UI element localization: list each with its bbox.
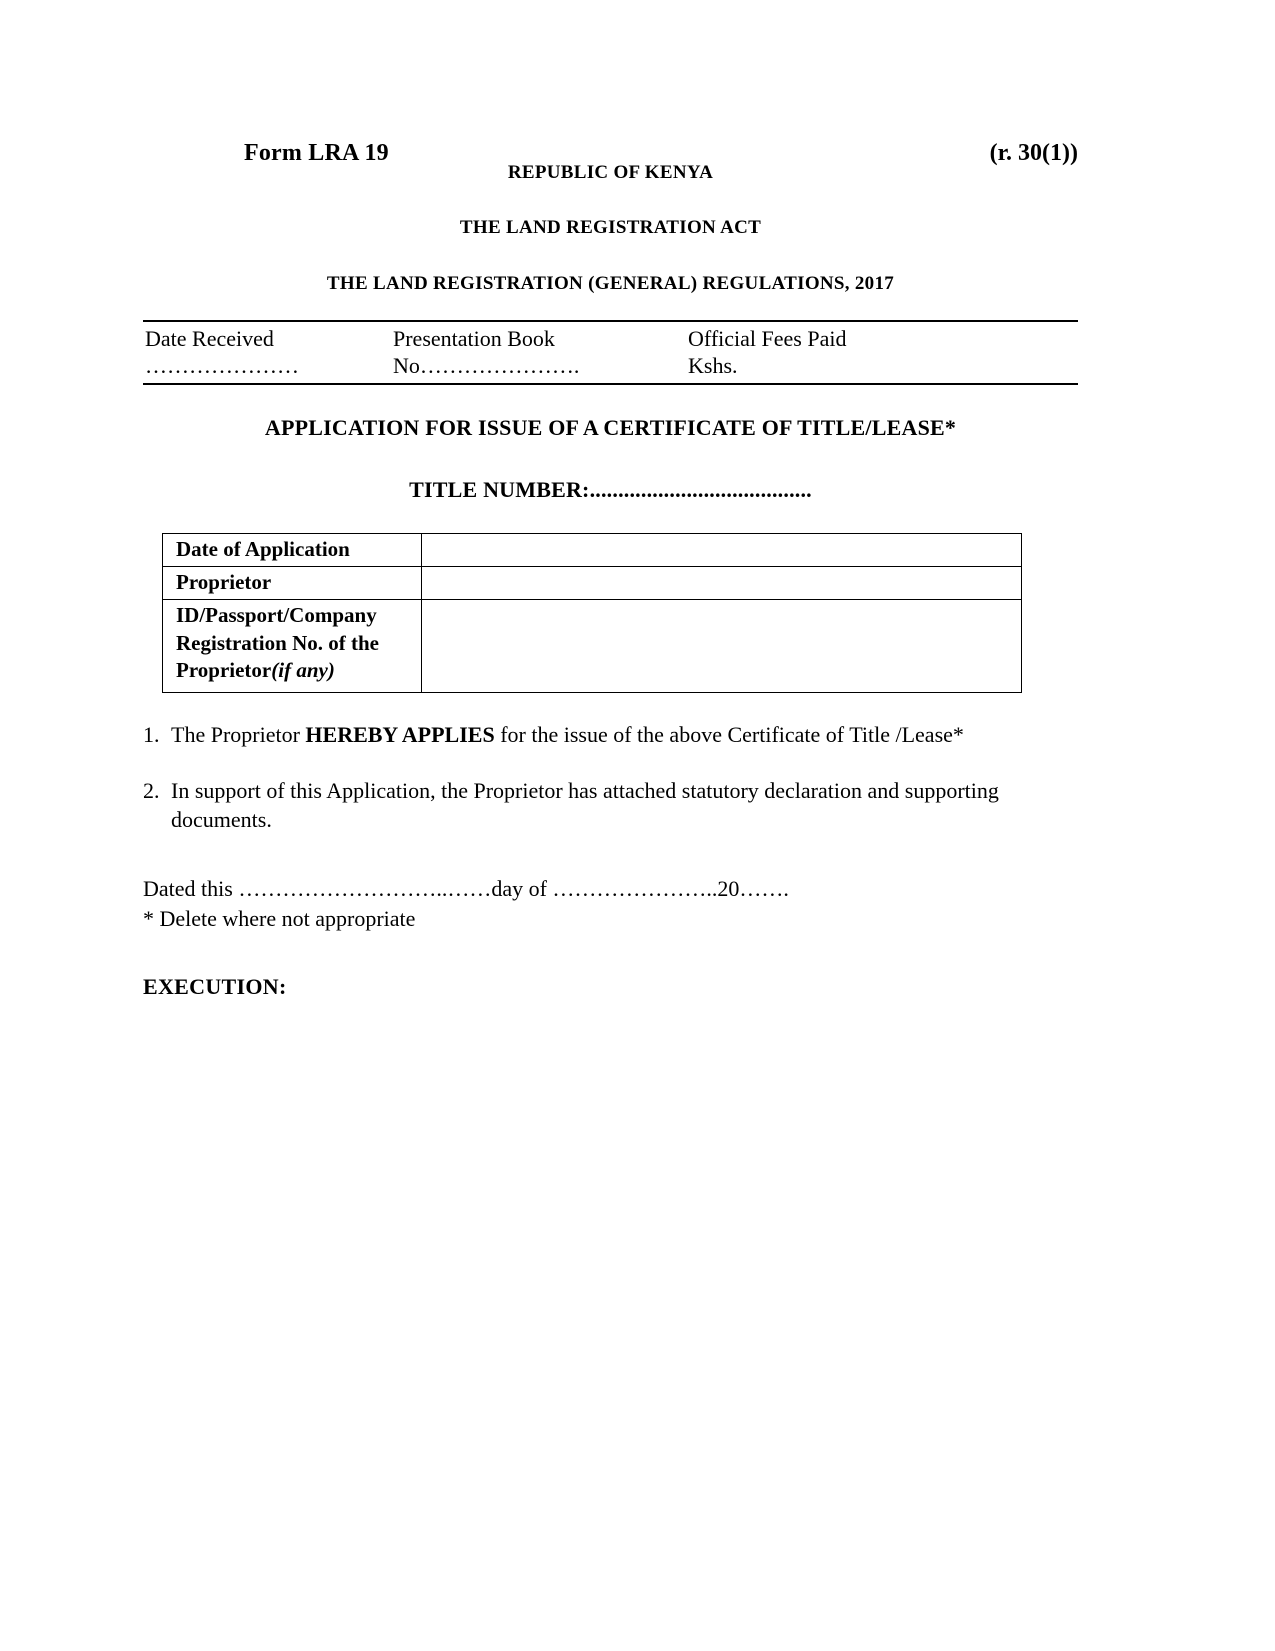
clause-1-text-before: The Proprietor: [171, 721, 306, 747]
clause-1-text-bold: HEREBY APPLIES: [305, 721, 495, 747]
date-received-label: Date Received: [145, 325, 274, 351]
document-header: [143, 0, 1078, 166]
title-number-label: TITLE NUMBER:: [409, 477, 590, 503]
date-of-application-input[interactable]: [422, 534, 1022, 567]
date-received-field[interactable]: …………………: [145, 352, 299, 378]
id-passport-company-label: [163, 599, 422, 692]
document-content: [143, 0, 1078, 1000]
clause-1-number: 1.: [143, 721, 160, 747]
application-title: APPLICATION FOR ISSUE OF A CERTIFICATE OF TITLE/LEASE*: [264, 415, 957, 441]
clause-2-text: [171, 777, 1078, 834]
presentation-book-label: Presentation Book: [393, 325, 555, 351]
delete-note: * Delete where not appropriate: [143, 906, 416, 932]
proprietor-input[interactable]: [422, 567, 1022, 600]
id-passport-company-input[interactable]: [422, 599, 1022, 692]
official-fees-label: Official Fees Paid: [688, 325, 847, 351]
rule-reference-label: (r. 30(1)): [989, 140, 1078, 166]
regulations-heading: THE LAND REGISTRATION (GENERAL) REGULATIONS, 2017: [326, 272, 895, 294]
clause-1-text-after: for the issue of the above Certificate of Title /Lease*: [494, 721, 964, 747]
title-number-line: [143, 477, 1078, 503]
clause-2-text-before: In support of this Application, the Proprietor has attached statutory declaration and supporting documents.: [171, 778, 999, 833]
table-row: [163, 599, 1022, 692]
clause-2: [143, 777, 1078, 834]
dated-line[interactable]: Dated this ………………………..……day of …………………..20…….: [143, 875, 789, 901]
clause-1-text: [171, 721, 1078, 750]
applicant-details-table: [162, 533, 1022, 692]
clause-2-number: 2.: [143, 778, 160, 804]
presentation-book-field[interactable]: No………………….: [393, 352, 580, 378]
country-heading: REPUBLIC OF KENYA: [507, 162, 714, 184]
receipt-strip-labels: [143, 326, 1078, 353]
form-id-label: Form LRA 19: [244, 140, 389, 166]
table-row: [163, 534, 1022, 567]
official-fees-field[interactable]: Kshs.: [688, 352, 738, 378]
id-passport-company-label-note: (if any): [271, 658, 335, 683]
proprietor-label: Proprietor: [163, 567, 422, 600]
execution-heading: EXECUTION:: [143, 973, 287, 999]
clause-1: [143, 721, 1078, 750]
table-row: [163, 567, 1022, 600]
act-heading: THE LAND REGISTRATION ACT: [459, 217, 762, 239]
receipt-strip-values: [143, 353, 1078, 380]
date-of-application-label: Date of Application: [163, 534, 422, 567]
title-number-field[interactable]: .......................................: [589, 477, 812, 503]
receipt-strip: [143, 320, 1078, 386]
id-passport-company-label-text: ID/Passport/Company Registration No. of the Proprietor: [176, 602, 379, 683]
